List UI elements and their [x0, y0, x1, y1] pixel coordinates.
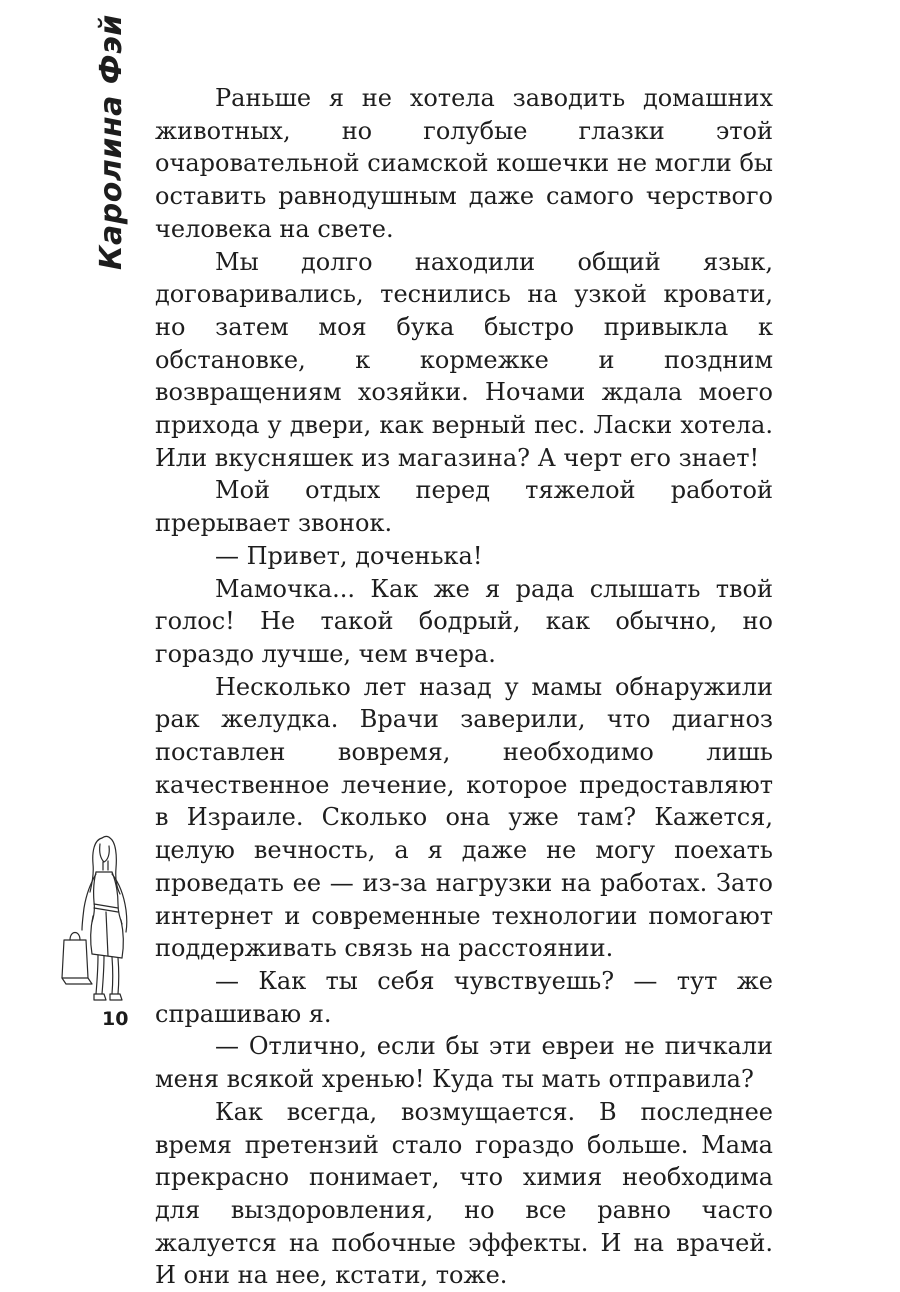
paragraph: Мы долго находили общий язык, договаривались, теснились на узкой кровати, но затем моя бука быстро привыкла к обстановке, к кормежке и поздним возвращениям хозяйки. Ночами ждала моего прихода у двери, как верный пес. Ласки хотела. Или вкусняшек из магазина? А черт его знает! — [155, 247, 773, 472]
body-text — [155, 82, 773, 1292]
paragraph: — Как ты себя чувствуешь? — тут же спрашиваю я. — [155, 966, 773, 1028]
paragraph: — Отлично, если бы эти евреи не пичкали меня всякой хренью! Куда ты мать отправила? — [155, 1032, 773, 1094]
paragraph: Несколько лет назад у мамы обнаружили рак желудка. Врачи заверили, что диагноз поставлен вовремя, необходимо лишь качественное лечение, которое предоставляют в Израиле. Сколько она уже там? Кажется, целую вечность, а я даже не могу поехать проведать ее — из-за нагрузки на работах. Зато интернет и современные технологии помогают поддерживать связь на расстоянии. — [155, 672, 773, 963]
paragraph: Как всегда, возмущается. В последнее время претензий стало гораздо больше. Мама прекрасно понимает, что химия необходима для выздоровления, но все равно часто жалуется на побочные эффекты. И на врачей. И они на нее, кстати, тоже. — [155, 1097, 773, 1290]
page-number: 10 — [102, 1008, 129, 1030]
paragraph: Мой отдых перед тяжелой работой прерывает звонок. — [155, 476, 773, 538]
paragraph: — Привет, доченька! — [215, 541, 483, 570]
paragraph: Мамочка... Как же я рада слышать твой голос! Не такой бодрый, как обычно, но гораздо лучше, чем вчера. — [155, 574, 773, 668]
author-name: Каролина Фэй — [94, 14, 129, 270]
woman-with-shopping-bag-icon — [50, 830, 150, 1010]
paragraph: Раньше я не хотела заводить домашних животных, но голубые глазки этой очаровательной сиамской кошечки не могли бы оставить равнодушным даже самого черствого человека на свете. — [155, 84, 773, 243]
